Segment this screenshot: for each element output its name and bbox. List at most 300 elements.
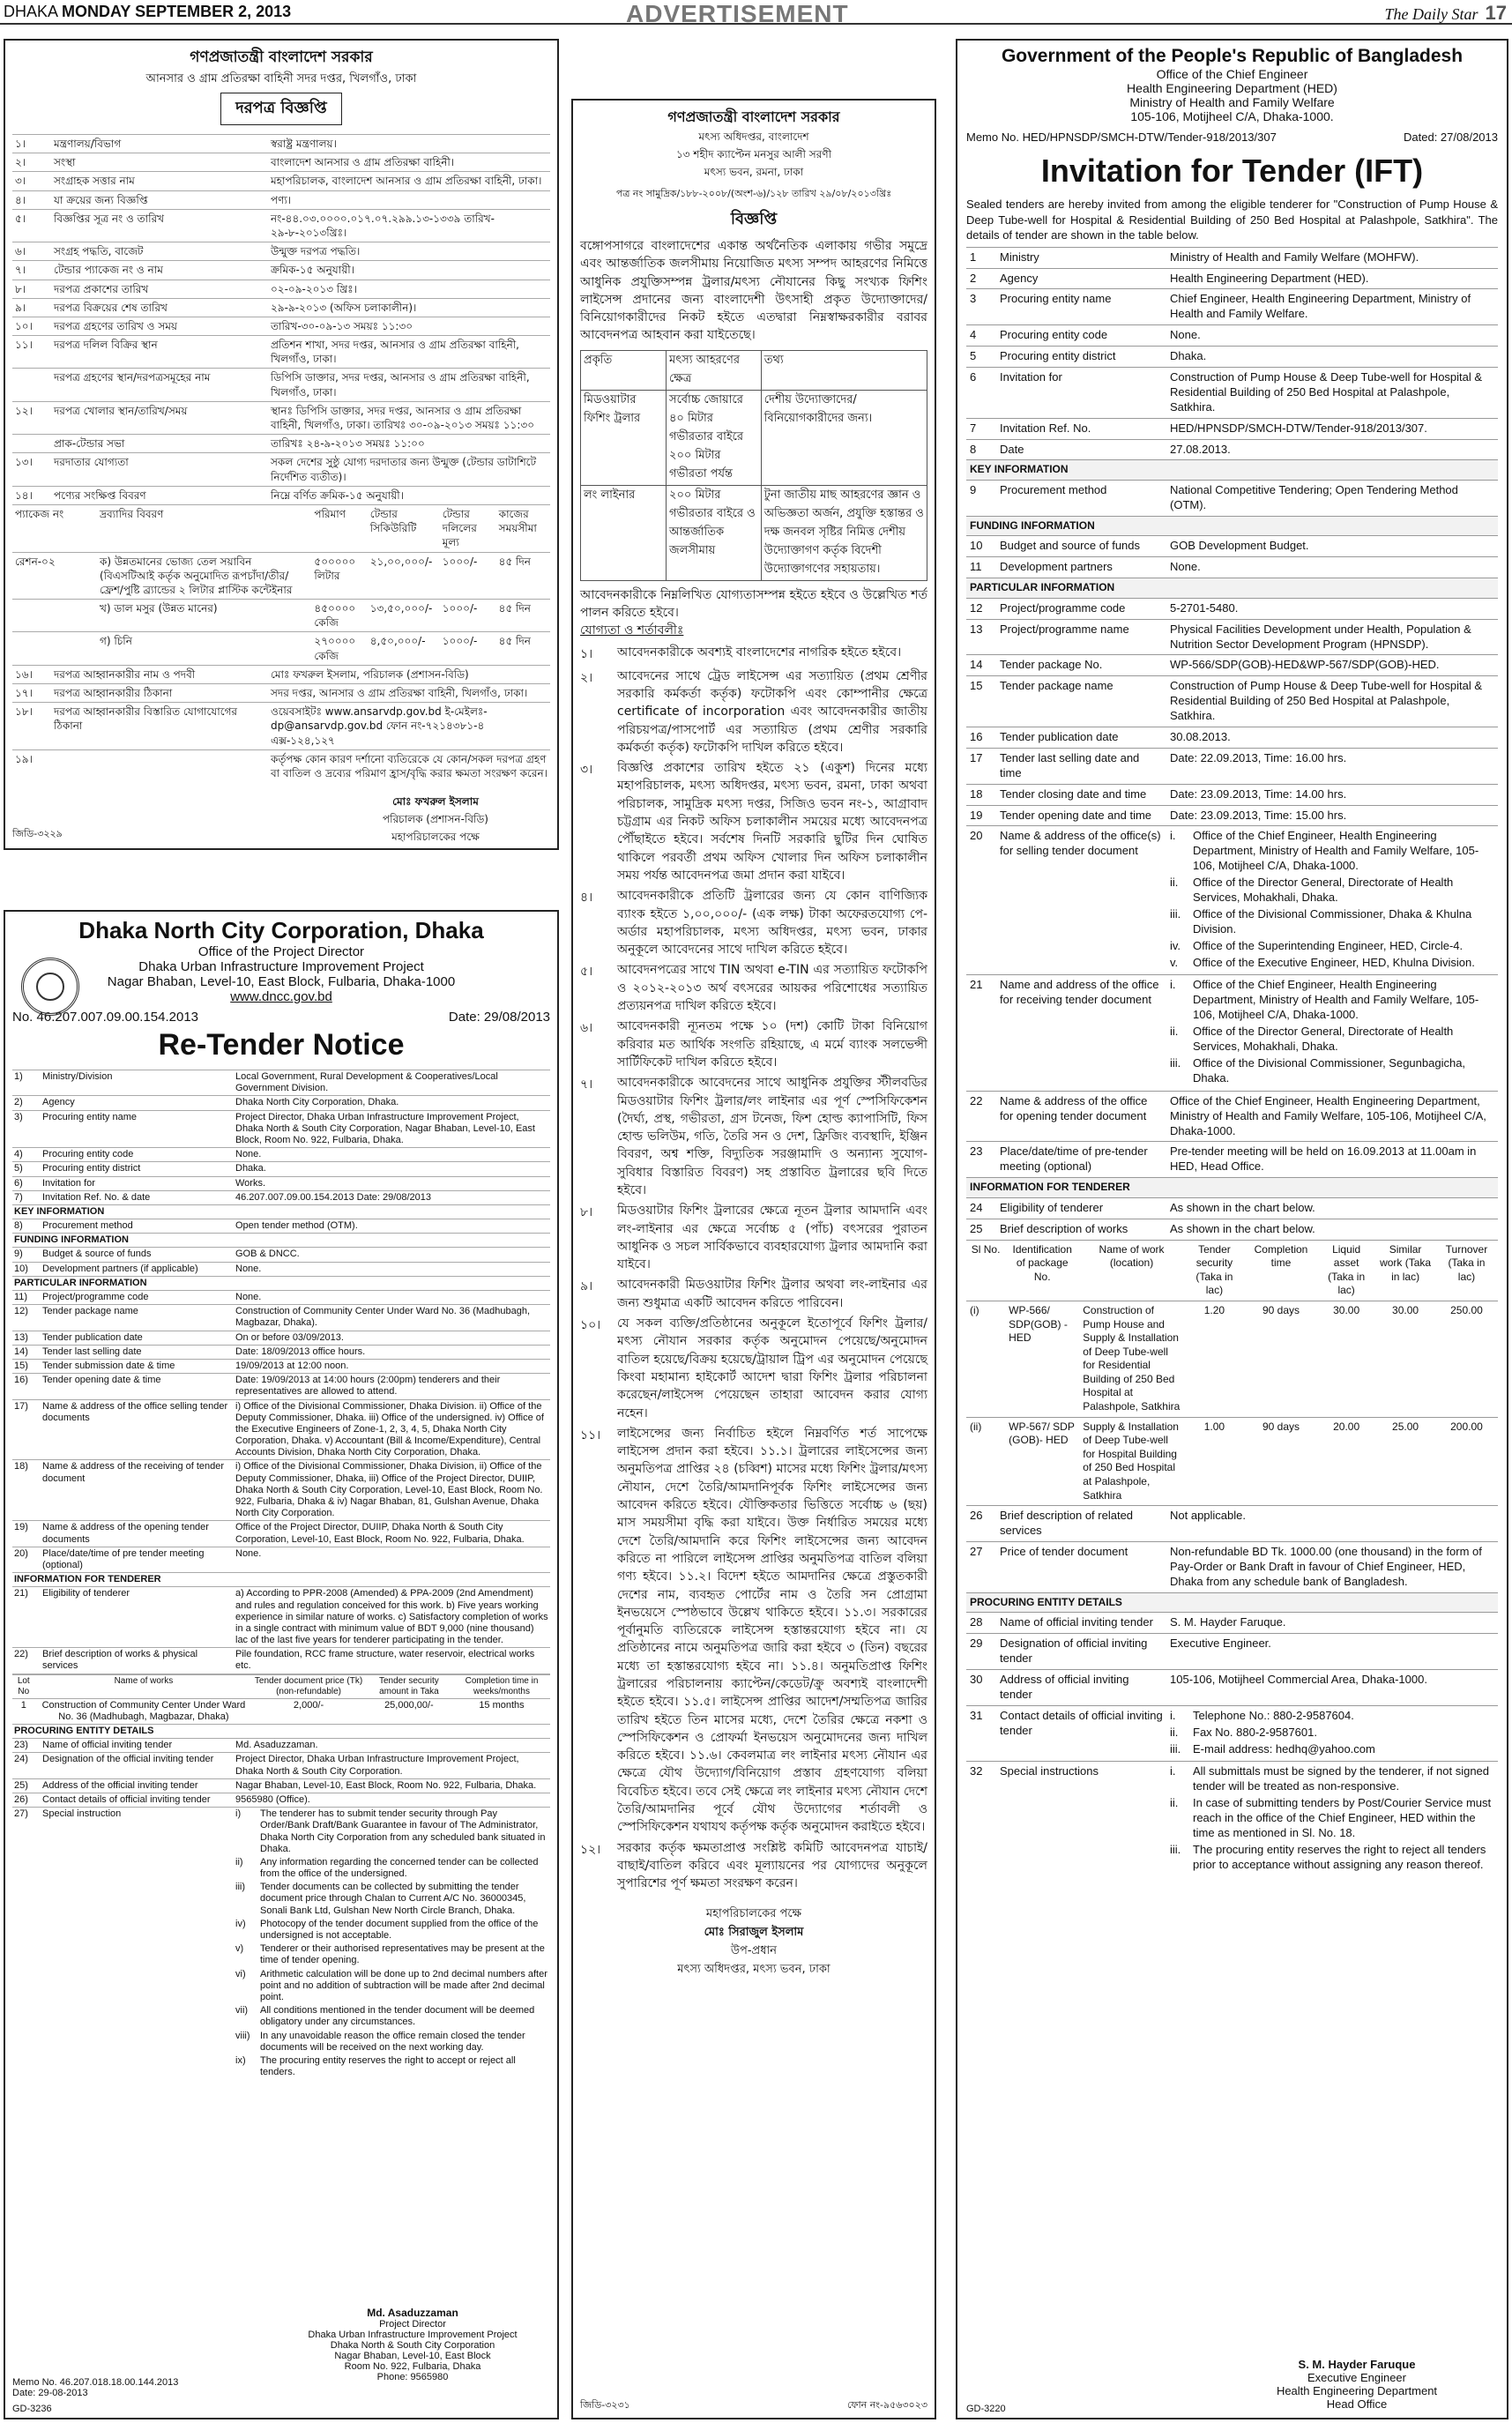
fisheries-item-num: ৬। [580,1021,593,1036]
notice-row-value: নং-৪৪.০৩.০০০০.০১৭.০৭.২৯৯.১৩-১৩৩৯ তারিখ- ২৯-৮-২০১৩খ্রিঃ। [268,209,550,242]
notice-row-label: টেন্ডার প্যাকেজ নং ও নাম [51,261,268,280]
list-item-marker: ii. [1170,1725,1179,1739]
fisheries-signer-title: উপ-প্রধান [730,1943,778,1957]
list-item-text: E-mail address: hedhq@yahoo.com [1193,1741,1375,1756]
notice-row-num: ৩। [12,172,51,190]
fisheries-item-num: ২। [580,670,593,685]
notice-row [12,435,550,453]
notice-details-table [12,134,550,504]
dncc-signature [280,2307,545,2382]
ift-office: Office of the Chief Engineer [1156,67,1308,81]
ift-row-num: 21 [966,975,996,1091]
dncc-signer-line: Project Director [379,2319,446,2330]
ift-row [966,325,1498,347]
ift-row-value: Not applicable. [1166,1506,1498,1542]
fisheries-item-text: আবেদনপত্রের সাথে TIN অথবা e-TIN এর সত্যায়িত ফটোকপি ও ২০১২-২০১৩ অর্থ বৎসরের আয়কর পরিশোধের সত্যায়িত প্রত্যয়নপত্র দাখিল করিতে হইবে। [617,963,927,1014]
dncc-row-value: 19/09/2013 at 12:00 noon. [234,1359,550,1373]
dncc-row-label: Contact details of official inviting tender [41,1793,234,1807]
fisheries-item-num: ৮। [580,1205,593,1220]
ift-row-num: 30 [966,1669,996,1705]
notice-row [12,190,550,209]
ift-chart-cell [966,1240,1498,1506]
eligibility-cell: 30.00 [1375,1301,1435,1417]
lot-data-cell: Construction of Community Center Under Ward No. 36 (Madhubagh, Magbazar, Dhaka) [35,1698,253,1724]
ift-row-value: Health Engineering Department (HED). [1166,268,1498,289]
ift-row-num: 2 [966,268,996,289]
dncc-row [12,1162,550,1176]
notice-row [12,261,550,280]
ift-row-num: 22 [966,1091,996,1142]
ift-row-label: Name & address of the office(s) for selling tender document [996,826,1166,975]
list-item-text: All conditions mentioned in the tender document will be deemed obligatory under any circumstances. [260,2005,535,2028]
fisheries-item [580,644,927,665]
ift-row-num: 13 [966,619,996,655]
list-item-text: Office of the Superintending Engineer, HED, Circle-4. [1193,938,1464,952]
fisheries-item [580,1276,927,1312]
list-item-text: The procuring entity reserves the right to reject all tenders prior to acceptance without assigning any reason thereof. [1193,1842,1486,1871]
ift-row-value: Construction of Pump House & Deep Tube-well for Hospital & Residential Building of 250 Bed Hospital at Palashpole, Satkhira. [1166,367,1498,418]
ift-row [966,619,1498,655]
eligibility-cell: 25.00 [1375,1417,1435,1505]
list-item [235,2005,548,2028]
dncc-row-num: 23) [12,1739,41,1753]
list-item-text: Office of the Executive Engineer, HED, Khulna Division. [1193,955,1475,969]
fisheries-notice [571,99,936,2419]
dncc-row-value: Local Government, Rural Development & Cooperatives/Local Government Division. [234,1070,550,1096]
list-item-text: Any information regarding the concerned tender can be collected from the office of the undersigned. [260,1856,539,1880]
list-item-marker: ix) [235,2054,246,2066]
notice-row [12,153,550,172]
lot-head-cell: Lot No [12,1674,35,1698]
ift-heading: Invitation for Tender (IFT) [1040,153,1424,189]
list-item [1170,1726,1494,1741]
eligibility-cell: WP-566/ SDP(GOB) -HED [1005,1301,1079,1417]
dncc-row-num: 24) [12,1753,41,1778]
goods-cell-desc: ক) উন্নতমানের ভোজ্য তেল সয়াবিন (বিএসটিআই কর্তৃক অনুমোদিত রূপচাঁদা/তীর/ফ্রেশ/পুষ্টি ব্র্যান্ডের ২ লিটার প্লাস্টিক কন্টেইনার [97,552,311,600]
goods-table [12,504,550,665]
goods-cell-qty: ৫০০০০০ লিটার [311,552,367,600]
dncc-row-value: Project Director, Dhaka Urban Infrastructure Improvement Project, Dhaka North & South City Corporation, Nagar Bhaban, Level-10, East Block, Room No. 922, Fulbaria, Dhaka. [234,1110,550,1148]
notice-row-label: যা ক্রয়ের জন্য বিজ্ঞপ্তি [51,190,268,209]
dncc-row-num: 7) [12,1190,41,1204]
ift-row [966,289,1498,325]
goods-row [12,552,550,600]
dncc-row-value: Date: 18/09/2013 office hours. [234,1345,550,1359]
fisheries-l1: মৎস্য অধিদপ্তর, বাংলাদেশ [698,130,809,143]
eligibility-cell: 30.00 [1317,1301,1375,1417]
dncc-row [12,1148,550,1162]
eligibility-head-cell: Liquid asset (Taka in lac) [1328,1242,1366,1297]
eligibility-cell: Construction of Pump House and Supply & Installation of Deep Tube-well for Residential Building of 250 Bed Hospital at Palashpole, Satkhira [1079,1301,1184,1417]
dncc-row-label: Development partners (if applicable) [41,1262,234,1276]
notice-row-num: ১৪। [12,486,51,504]
notice-row-label: দরপত্র গ্রহণের তারিখ ও সময় [51,317,268,335]
ift-row [966,1669,1498,1705]
fisheries-item [580,667,927,757]
dncc-row-num: 1) [12,1070,41,1096]
ift-row-label: Invitation Ref. No. [996,418,1166,439]
list-item [235,1882,548,1917]
dncc-row-num: 26) [12,1793,41,1807]
lot-data-cell: 25,000,00/- [365,1698,453,1724]
fisheries-phone: ফোন নং-৯৫৬৩০২৩ [846,2399,927,2411]
goods-cell-pkg: রেশন-০২ [12,552,97,600]
eligibility-table [966,1241,1498,1506]
list-item [1170,978,1494,1023]
dncc-row [12,1399,550,1460]
fisheries-signer-address: মৎস্য অধিদপ্তর, মৎস্য ভবন, ঢাকা [677,1962,830,1976]
dncc-row-label: Invitation Ref. No. & date [41,1190,234,1204]
ift-row-value: Date: 22.09.2013, Time: 16.00 hrs. [1166,748,1498,784]
header-city: DHAKA [4,3,58,20]
fisheries-item-num: ৩। [580,763,593,778]
notice-row [12,749,550,782]
list-item [1170,1025,1494,1055]
ift-row [966,1506,1498,1542]
goods-cell-time: ৪৫ দিন [496,600,550,632]
ift-signer-line: Health Engineering Department [1276,2384,1438,2397]
list-item [1170,829,1494,874]
fisheries-item-text: বিজ্ঞপ্তি প্রকাশের তারিখ হইতে ২১ (একুশ) দিনের মধ্যে মহাপরিচালক, মৎস্য অধিদপ্তর, মৎস্য ভবন, রমনা, ঢাকা অথবা পরিচালক, সামুদ্রিক মৎস্য দপ্তর, সিজিও ভবন নং-১, আগ্রাবাদ চট্টগ্রাম এর নিকট অফিস চলাকালীন সময়ের মধ্যে আবেদনপত্র পৌঁছাইতে হইবে। সর্বশেষ দিনটি সরকারি ছুটির দিন ঘোষিত থাকিলে পরবর্তী প্রথম অফিস খোলার দিন অফিস চলাকালীন সময় পর্যন্ত আবেদনপত্র জমা প্রদান করা যাইবে। [617,761,927,883]
ift-signer-name: S. M. Hayder Faruque [1298,2358,1416,2371]
ift-row-value: Chief Engineer, Health Engineering Department, Ministry of Health and Family Welfare. [1166,289,1498,325]
notice-row [12,401,550,434]
ift-row-num: 3 [966,289,996,325]
notice-row-num: ১১। [12,336,51,369]
dncc-memo2: Memo No. 46.207.018.18.00.144.2013 [12,2377,179,2388]
dncc-row [12,1070,550,1096]
dncc-row [12,1248,550,1262]
notice-row [12,453,550,486]
ift-row [966,676,1498,727]
notice-row-value: সদর দপ্তর, আনসার ও গ্রাম প্রতিরক্ষা বাহিনী, খিলগাঁও, ঢাকা। [268,684,550,703]
notice-row-num: ৯। [12,298,51,317]
list-item-text: Fax No. 880-2-9587601. [1193,1725,1317,1739]
ift-chart-row [966,1240,1498,1506]
dncc-address: Nagar Bhaban, Level-10, East Block, Fulbaria, Dhaka-1000 [107,974,456,989]
ift-row-num: 31 [966,1705,996,1762]
dncc-section-procuring [12,1725,550,1739]
notice-row-value: পণ্য। [268,190,550,209]
fisheries-item-text: লাইসেন্সের জন্য নির্বাচিত হইলে নিম্নবর্ণিত শর্ত সাপেক্ষে লাইসেন্স প্রদান করা হইবে। ১১.১। ট্রলারের লাইসেন্সের জন্য অনুমতিপত্র প্রাপ্তির ২৪ (চব্বিশ) মাসের মধ্যে ফিশিং ট্রলার/মৎস্য নৌযান, দেশে তৈরি/আমদানিপূর্বক ফিশিং লাইসেন্সের জন্য আবেদন করিতে হইবে। যৌক্তিকতার ভিত্তিতে সর্বোচ্চ ৬ (ছয়) মাস সময়সীমা বৃদ্ধি করা যাইবে। উক্ত নির্ধারিত সময়ের মধ্যে দেশে তৈরি/আমদানি করে ফিশিং লাইসেন্সের জন্য আবেদন করিতে না পারিলে লাইসেন্স প্রাপ্তির অনুমতিপত্র বাতিল বলিয়া গণ্য হইবে। ১১.২। বিদেশ হইতে আমদানির ক্ষেত্রে প্রস্তুতকারী দেশের নাম, ব্যবহৃত পোর্টের নাম ও তৈরি সন প্রোগ্রামা ইনভয়েসে স্পেষ্ঠভাবে উল্লেখ থাকিতে হইবে। ১১.৩। সরকারের পূর্বানুমতি ব্যতিরেকে লাইসেন্স হস্তান্তরযোগ্য হইবে না। যে প্রতিষ্ঠানের নামে অনুমতিপত্র জারি করা হইবে ৩ (তিন) বছরের মধ্যে তা হস্তান্তরযোগ্য হইবে না। ১১.৪। অনুমতিপ্রাপ্ত ফিশিং ট্রলারের পরিচালনায় ক্যাপ্টেন/কেডেট/ক্রু অবশ্যই বাংলাদেশী হইতে হইবে। ১১.৫। লাইসেন্স প্রাপ্তির আদেশ/সম্মতিপত্র জারির তারিখ হইতে তিন মাসের মধ্যে, দেশে তৈরির ক্ষেত্রে নকশা ও স্পেসিফিকেশন ও প্রোফর্মা ইনভয়েস অনুমোদনের জন্য দাখিল করিতে হইবে। ১১.৬। কেবলমাত্র লং লাইনার মৎস্য নৌযান এর ক্ষেত্রে যৌথ উদ্যোগ/বিনিয়োগ প্রস্তাব গ্রহণযোগ্য বলিয়া বিবেচিত হইবে। তবে সেই ক্ষেত্রে লং লাইনার মৎস্য নৌযান দেশে তৈরি/আমদানির পূর্বে যৌথ উদ্যোগের শর্তাবলী ও স্পেসিফিকেশন যথাযথ কর্তৃপক্ষ কর্তৃক অনুমোদন করাইতে হইবে। [617,1426,927,1835]
notice-row [12,369,550,401]
ift-row-num: 4 [966,325,996,347]
list-item [1170,1764,1494,1794]
dncc-row-value: Dhaka. [234,1162,550,1176]
notice-row-num: ১৯। [12,749,51,782]
list-item-marker: v. [1170,955,1179,969]
fisheries-item [580,961,927,1015]
fisheries-conditions: আবেদনকারীকে নিম্নলিখিত যোগ্যতাসম্পন্ন হইতে হইবে ও উল্লেখিত শর্ত পালন করিতে হইবে। [580,587,927,621]
dncc-row-label: Budget & source of funds [41,1248,234,1262]
dncc-row-num: 16) [12,1374,41,1399]
ift-row-num: 9 [966,481,996,517]
notice-row-value: প্রতিশন শাখা, সদর দপ্তর, আনসার ও গ্রাম প্রতিরক্ষা বাহিনী, খিলগাঁও, ঢাকা। [268,336,550,369]
notice-row-label: দরপত্র আহ্বানকারীর বিস্তারিত যোগাযোগের ঠিকানা [51,703,268,750]
list-item-marker: i. [1170,978,1176,992]
ift-row-label: Invitation for [996,367,1166,418]
list-item-marker: viii) [235,2030,250,2041]
notice-row-label: মন্ত্রণালয়/বিভাগ [51,135,268,153]
list-item-text: The tenderer has to submit tender security through Pay Order/Bank Draft/Bank Guarantee in favour of The Administrator, Dhaka North City Corporation from any scheduled bank situated in Dhaka. [260,1808,546,1854]
dncc-row-label: Project/programme code [41,1291,234,1305]
list-item-marker: iv) [235,1918,246,1929]
fisheries-item-text: মিডওয়াটার ফিশিং ট্রলারের ক্ষেত্রে নূতন ট্রলার আমদানি এবং লং-লাইনার এর ক্ষেত্রে সর্বোচ্চ ৫ (পাঁচ) বৎসরের পুরাতন আধুনিক ও সচল সার্বিকভাবে ব্যবহারযোগ্য ট্রলার আমদানি করা যাইবে। [617,1204,927,1272]
dncc-row-num: 19) [12,1521,41,1547]
dncc-row [12,1331,550,1345]
eligibility-cell: (ii) [966,1417,1005,1505]
dncc-row-value: Project Director, Dhaka Urban Infrastructure Improvement Project, Dhaka North & South City Corporation. [234,1753,550,1778]
fisheries-item-num: ৪। [580,891,593,906]
dncc-row-label: Place/date/time of pre tender meeting (optional) [41,1547,234,1572]
dncc-seal-icon [21,958,79,1016]
list-item [1170,956,1494,971]
ift-section-particular-label: PARTICULAR INFORMATION [966,578,1498,599]
list-item-marker: iii. [1170,906,1181,921]
dncc-row [12,1587,550,1648]
fisheries-item [580,1074,927,1199]
ift-details-table [966,247,1498,1877]
notice-row-value: তারিখঃ ২৪-৯-২০১৩ সময়ঃ ১১:০০ [268,435,550,453]
notice-row [12,317,550,335]
list-item [1170,907,1494,937]
dncc-section-key [12,1204,550,1219]
notice-row-value: ওয়েবসাইটঃ www.ansarvdp.gov.bd ই-মেইলঃ-dp@ansarvdp.gov.bd ফোন নং-৭২১৪৩৮১-৪ এক্স-১২৪,১২৭ [268,703,550,750]
eligibility-head-row [966,1241,1498,1301]
ift-row-value: 27.08.2013. [1166,439,1498,460]
fisheries-item-text: সরকার কর্তৃক ক্ষমতাপ্রাপ্ত সংশ্লিষ্ট কমিটি আবেদনপত্র যাচাই/বাছাই/বাতিল করিবে এবং মূল্যায়নের পর যোগ্যদের অনুকূলে সুপারিশের পূর্ণ ক্ষমতা সংরক্ষণ করেন। [617,1840,927,1891]
ift-department: Health Engineering Department (HED) [1127,81,1337,95]
dncc-section-funding-label: FUNDING INFORMATION [12,1234,550,1248]
notice-row [12,135,550,153]
ift-row-value: GOB Development Budget. [1166,536,1498,557]
list-item-marker: vii) [235,2005,249,2017]
notice-row [12,242,550,261]
list-item [235,1943,548,1966]
ift-row-label: Name and address of the office for receiving tender document [996,975,1166,1091]
dncc-row-label: Ministry/Division [41,1070,234,1096]
ift-row-num: 24 [966,1197,996,1219]
ift-row-value: Date: 23.09.2013, Time: 15.00 hrs. [1166,805,1498,826]
list-item [1170,1056,1494,1086]
ift-intro: Sealed tenders are hereby invited from among the eligible tenderer for "Construction of Pump House & Deep Tube-well for Hospital & Residential Building of 250 Bed Hospital at Palashpole, Satkhira". The details of tender are shown in the table below. [966,198,1498,242]
list-item-marker: iv. [1170,938,1181,952]
notice-details-table-2 [12,665,550,782]
dncc-special-row [12,1808,550,2082]
ift-row [966,1219,1498,1240]
fisheries-item [580,1425,927,1837]
dncc-row-label: Name & address of the opening tender documents [41,1521,234,1547]
dncc-row [12,1096,550,1110]
notice-row-num: ১৮। [12,703,51,750]
dncc-special-num: 27) [12,1808,41,2082]
dncc-row-num: 11) [12,1291,41,1305]
fisheries-item-text: যে সকল ব্যক্তি/প্রতিষ্ঠানের অনুকূলে ইতোপূর্বে ফিশিং ট্রলার/মৎস্য নৌযান সরকার কর্তৃক অনুমোদন পেয়েছে/অনুমোদন বাতিল হয়েছে/বিক্রয় হয়েছে/ট্রায়াল ট্রিপ এর অনুমোদন পেয়েছে কিংবা মহামান্য হাইকোর্ট আদেশ দ্বারা ফিশিং ট্রলার পরিচালনা করেছেন/লাইসেন্স পেয়েছেন তাহারা আবেদন করার যোগ্য নহেন। [617,1316,927,1420]
lot-data-cell: 2,000/- [252,1698,364,1724]
ift-memo: Memo No. HED/HPNSDP/SMCH-DTW/Tender-918/2013/307 [966,130,1277,144]
lot-table-cell [12,1674,550,1724]
ift-row-label: Place/date/time of pre-tender meeting (optional) [996,1142,1166,1178]
list-item-text: Tender documents can be collected by submitting the tender document price through Chalan to Current A/C No. 36000345, Sonali Bank Ltd, Gulshan New North Circle Branch, Dhaka. [260,1882,526,1916]
notice-row-value: ক্রমিক-১৫ অনুযায়ী। [268,261,550,280]
goods-cell-desc: খ) ডাল মসুর (উন্নত মানের) [97,600,311,632]
eligibility-cell: 200.00 [1435,1417,1498,1505]
ift-row-label: Date [996,439,1166,460]
fisheries-item-text: আবেদনকারী মিডওয়াটার ফিশিং ট্রলার অথবা লং-লাইনার এর জন্য শুধুমাত্র একটি আবেদন করিতে পারিবেন। [617,1278,927,1310]
ift-row-value: Pre-tender meeting will be held on 16.09.2013 at 11.00am in HED, Head Office. [1166,1142,1498,1178]
dncc-row-value: 46.207.007.09.00.154.2013 Date: 29/08/2013 [234,1190,550,1204]
fisheries-item-num: ৫। [580,965,593,980]
ift-signature [1233,2358,1480,2411]
fisheries-item-num: ৯। [580,1279,593,1294]
dncc-row-value: Construction of Community Center Under Ward No. 36 (Madhubagh, Magbazar, Dhaka). [234,1305,550,1331]
page-header [0,0,1512,25]
ift-code: GD-3220 [966,2404,1006,2414]
goods-cell-time: ৪৫ দিন [496,632,550,665]
eligibility-head-cell: Sl No. [971,1242,1001,1256]
ift-row-value: Construction of Pump House & Deep Tube-well for Hospital & Residential Building of 250 Bed Hospital at Palashpole, Satkhira. [1166,676,1498,727]
fisheries-cell: মিডওয়াটার ফিশিং ট্রলার [581,390,667,485]
list-item-marker: i. [1170,1708,1176,1722]
eligibility-row [966,1301,1498,1417]
notice-row-label: দরপত্র খোলার স্থান/তারিখ/সময় [51,401,268,434]
fisheries-item [580,887,927,958]
ift-row [966,439,1498,460]
dncc-row [12,1305,550,1331]
notice-row-num: ৬। [12,242,51,261]
notice-row-value: ডিপিসি ডাক্তার, সদর দপ্তর, আনসার ও গ্রাম প্রতিরক্ষা বাহিনী, খিলগাঁও, ঢাকা। [268,369,550,401]
dncc-row-value: Nagar Bhaban, Level-10, East Block, Room No. 922, Fulbaria, Dhaka. [234,1778,550,1793]
notice-row-label: বিজ্ঞপ্তির সূত্র নং ও তারিখ [51,209,268,242]
dncc-row [12,1521,550,1547]
dncc-row-value: Works. [234,1176,550,1190]
ift-row [966,418,1498,439]
goods-cell-fee: ১০০০/- [440,552,496,600]
fish-head-type: প্রকৃতি [581,350,667,390]
ift-row-label: Procurement method [996,481,1166,517]
ift-row-value: Office of the Chief Engineer, Health Engineering Department, Ministry of Health and Family Welfare, 105-106, Motijheel C/A, Dhaka-1000. [1166,1091,1498,1142]
eligibility-head-cell: Completion time [1254,1242,1308,1270]
list-item-text: In case of submitting tenders by Post/Courier Service must reach in the office of the Chief Engineer, HED within the time as mentioned in Sl. No. 18. [1193,1796,1492,1839]
dncc-row [12,1262,550,1276]
ift-row-items [1166,1705,1498,1762]
list-item-marker: ii) [235,1856,243,1868]
ift-row-num: 8 [966,439,996,460]
fisheries-title: গণপ্রজাতন্ত্রী বাংলাদেশ সরকার [667,108,840,125]
notice-row [12,298,550,317]
dncc-section-particular [12,1276,550,1290]
list-item-marker: ii. [1170,1796,1179,1810]
signer-title: পরিচালক (প্রশাসন-বিডি) [383,813,488,826]
dncc-website-link[interactable]: www.dncc.gov.bd [230,989,332,1004]
list-item-marker: i. [1170,1764,1176,1778]
notice-row-label: দরপত্র গ্রহণের স্থান/দরপত্রসমূহের নাম [51,369,268,401]
ift-row [966,1613,1498,1634]
fisheries-row [581,390,927,485]
fisheries-heading: বিজ্ঞপ্তি [730,210,778,228]
ift-row-num: 23 [966,1142,996,1178]
goods-cell-fee: ১০০০/- [440,632,496,665]
lot-head-cell: Tender security amount in Taka [365,1674,453,1698]
dncc-row-num: 25) [12,1778,41,1793]
fisheries-item [580,759,927,884]
notice-row-value: মহাপরিচালক, বাংলাদেশ আনসার ও গ্রাম প্রতিরক্ষা বাহিনী, ঢাকা। [268,172,550,190]
dncc-row-num: 18) [12,1460,41,1521]
ift-row-value: Ministry of Health and Family Welfare (MOHFW). [1166,247,1498,268]
dncc-row-label: Name of official inviting tender [41,1739,234,1753]
ift-section-funding [966,516,1498,536]
ift-row-items [1166,826,1498,975]
eligibility-head-cell: Name of work (location) [1099,1242,1165,1270]
list-item-text: Office of the Divisional Commissioner, Dhaka & Khulna Division. [1193,906,1472,936]
ift-row-items [1166,975,1498,1091]
fisheries-item-text: আবেদনের সাথে ট্রেড লাইসেন্স এর সত্যায়িত (প্রথম শ্রেণীর সরকারি কর্মকর্তা কর্তৃক) ফটোকপি এবং কোম্পানীর ক্ষেত্রে certificate of incorporation এবং আবেদনকারীর জাতীয় পরিচয়পত্র/পাসপোর্ট এর সত্যায়িত (প্রথম শ্রেণীর সরকারি কর্মকর্তা কর্তৃক) ফটোকপি দাখিল করিতে হইবে। [617,668,927,755]
ift-row [966,247,1498,268]
ift-row-num: 20 [966,826,996,975]
ift-row-num: 15 [966,676,996,727]
dncc-retender-notice [4,910,559,2419]
fisheries-sig-for: মহাপরিচালকের পক্ষে [705,1906,802,1920]
dncc-row-num: 21) [12,1587,41,1648]
dncc-row-value: Dhaka North City Corporation, Dhaka. [234,1096,550,1110]
dncc-row-value: None. [234,1291,550,1305]
dncc-row [12,1778,550,1793]
fisheries-signer: মোঃ সিরাজুল ইসলাম [704,1925,804,1939]
paper-logo: The Daily Star [1384,5,1478,23]
ift-row [966,748,1498,784]
ift-row [966,367,1498,418]
dncc-row-value: a) According to PPR-2008 (Amended) & PPA-2009 (2nd Amendment) and rules and regulation conceived for this work. b) Five years working experience in similar nature of works. c) Satisfactory completion of works in a single contract with minimum value of BDT 9,000 (nine thousand) lac of the last five years for tenderer participating in the tender. [234,1587,550,1648]
dncc-special-items [234,1808,550,2082]
list-item-text: Office of the Chief Engineer, Health Engineering Department, Ministry of Health and Family Welfare, 105-106, Motijheel C/A, Dhaka-1000. [1193,978,1479,1022]
dncc-row-num: 8) [12,1219,41,1234]
header-section: ADVERTISEMENT [626,0,849,27]
dncc-heading: Re-Tender Notice [158,1028,405,1062]
list-item-text: Telephone No.: 880-2-9587604. [1193,1708,1354,1722]
ift-row-value: S. M. Hayder Faruque. [1166,1613,1498,1634]
ift-section-key-label: KEY INFORMATION [966,460,1498,481]
list-item-marker: iii. [1170,1055,1181,1070]
ift-row-num: 26 [966,1506,996,1542]
ift-row-items [1166,1762,1498,1877]
ift-row [966,557,1498,578]
fisheries-cell: টুনা জাতীয় মাছ আহরণের জ্ঞান ও অভিজ্ঞতা অর্জন, প্রযুক্তি হস্তান্তর ও দক্ষ জনবল সৃষ্টির নিমিত্ত দেশীয় উদ্যোক্তাগণ কর্তৃক বিদেশী উদ্যোক্তাগণের সহায়তায়। [761,485,927,580]
dncc-row [12,1110,550,1148]
notice-row-label: দরপত্র আহ্বানকারীর নাম ও পদবী [51,665,268,683]
notice-row-num: ১২। [12,401,51,434]
dncc-special-label: Special instruction [41,1808,234,2082]
notice-row-value: মোঃ ফখরুল ইসলাম, পরিচালক (প্রশাসন-বিডি) [268,665,550,683]
dncc-section-tenderer-label: INFORMATION FOR TENDERER [12,1573,550,1587]
list-item [235,2031,548,2054]
notice-row-num: ৭। [12,261,51,280]
dncc-section-key-label: KEY INFORMATION [12,1204,550,1219]
ift-row-num: 28 [966,1613,996,1634]
dncc-row-value: Open tender method (OTM). [234,1219,550,1234]
ift-row-label: Tender package name [996,676,1166,727]
ift-row-label: Procuring entity district [996,347,1166,368]
ift-row-num: 18 [966,784,996,805]
eligibility-cell: 20.00 [1317,1417,1375,1505]
ift-row-label: Name of official inviting tender [996,1613,1166,1634]
notice-row-value: ২৯-৯-২০১৩ (অফিস চলাকালীন)। [268,298,550,317]
ift-row-num: 6 [966,367,996,418]
dncc-row-value: None. [234,1547,550,1572]
dncc-row-label: Procuring entity code [41,1148,234,1162]
ift-row [966,784,1498,805]
dncc-row-label: Designation of the official inviting tender [41,1753,234,1778]
ift-row-num: 27 [966,1542,996,1593]
